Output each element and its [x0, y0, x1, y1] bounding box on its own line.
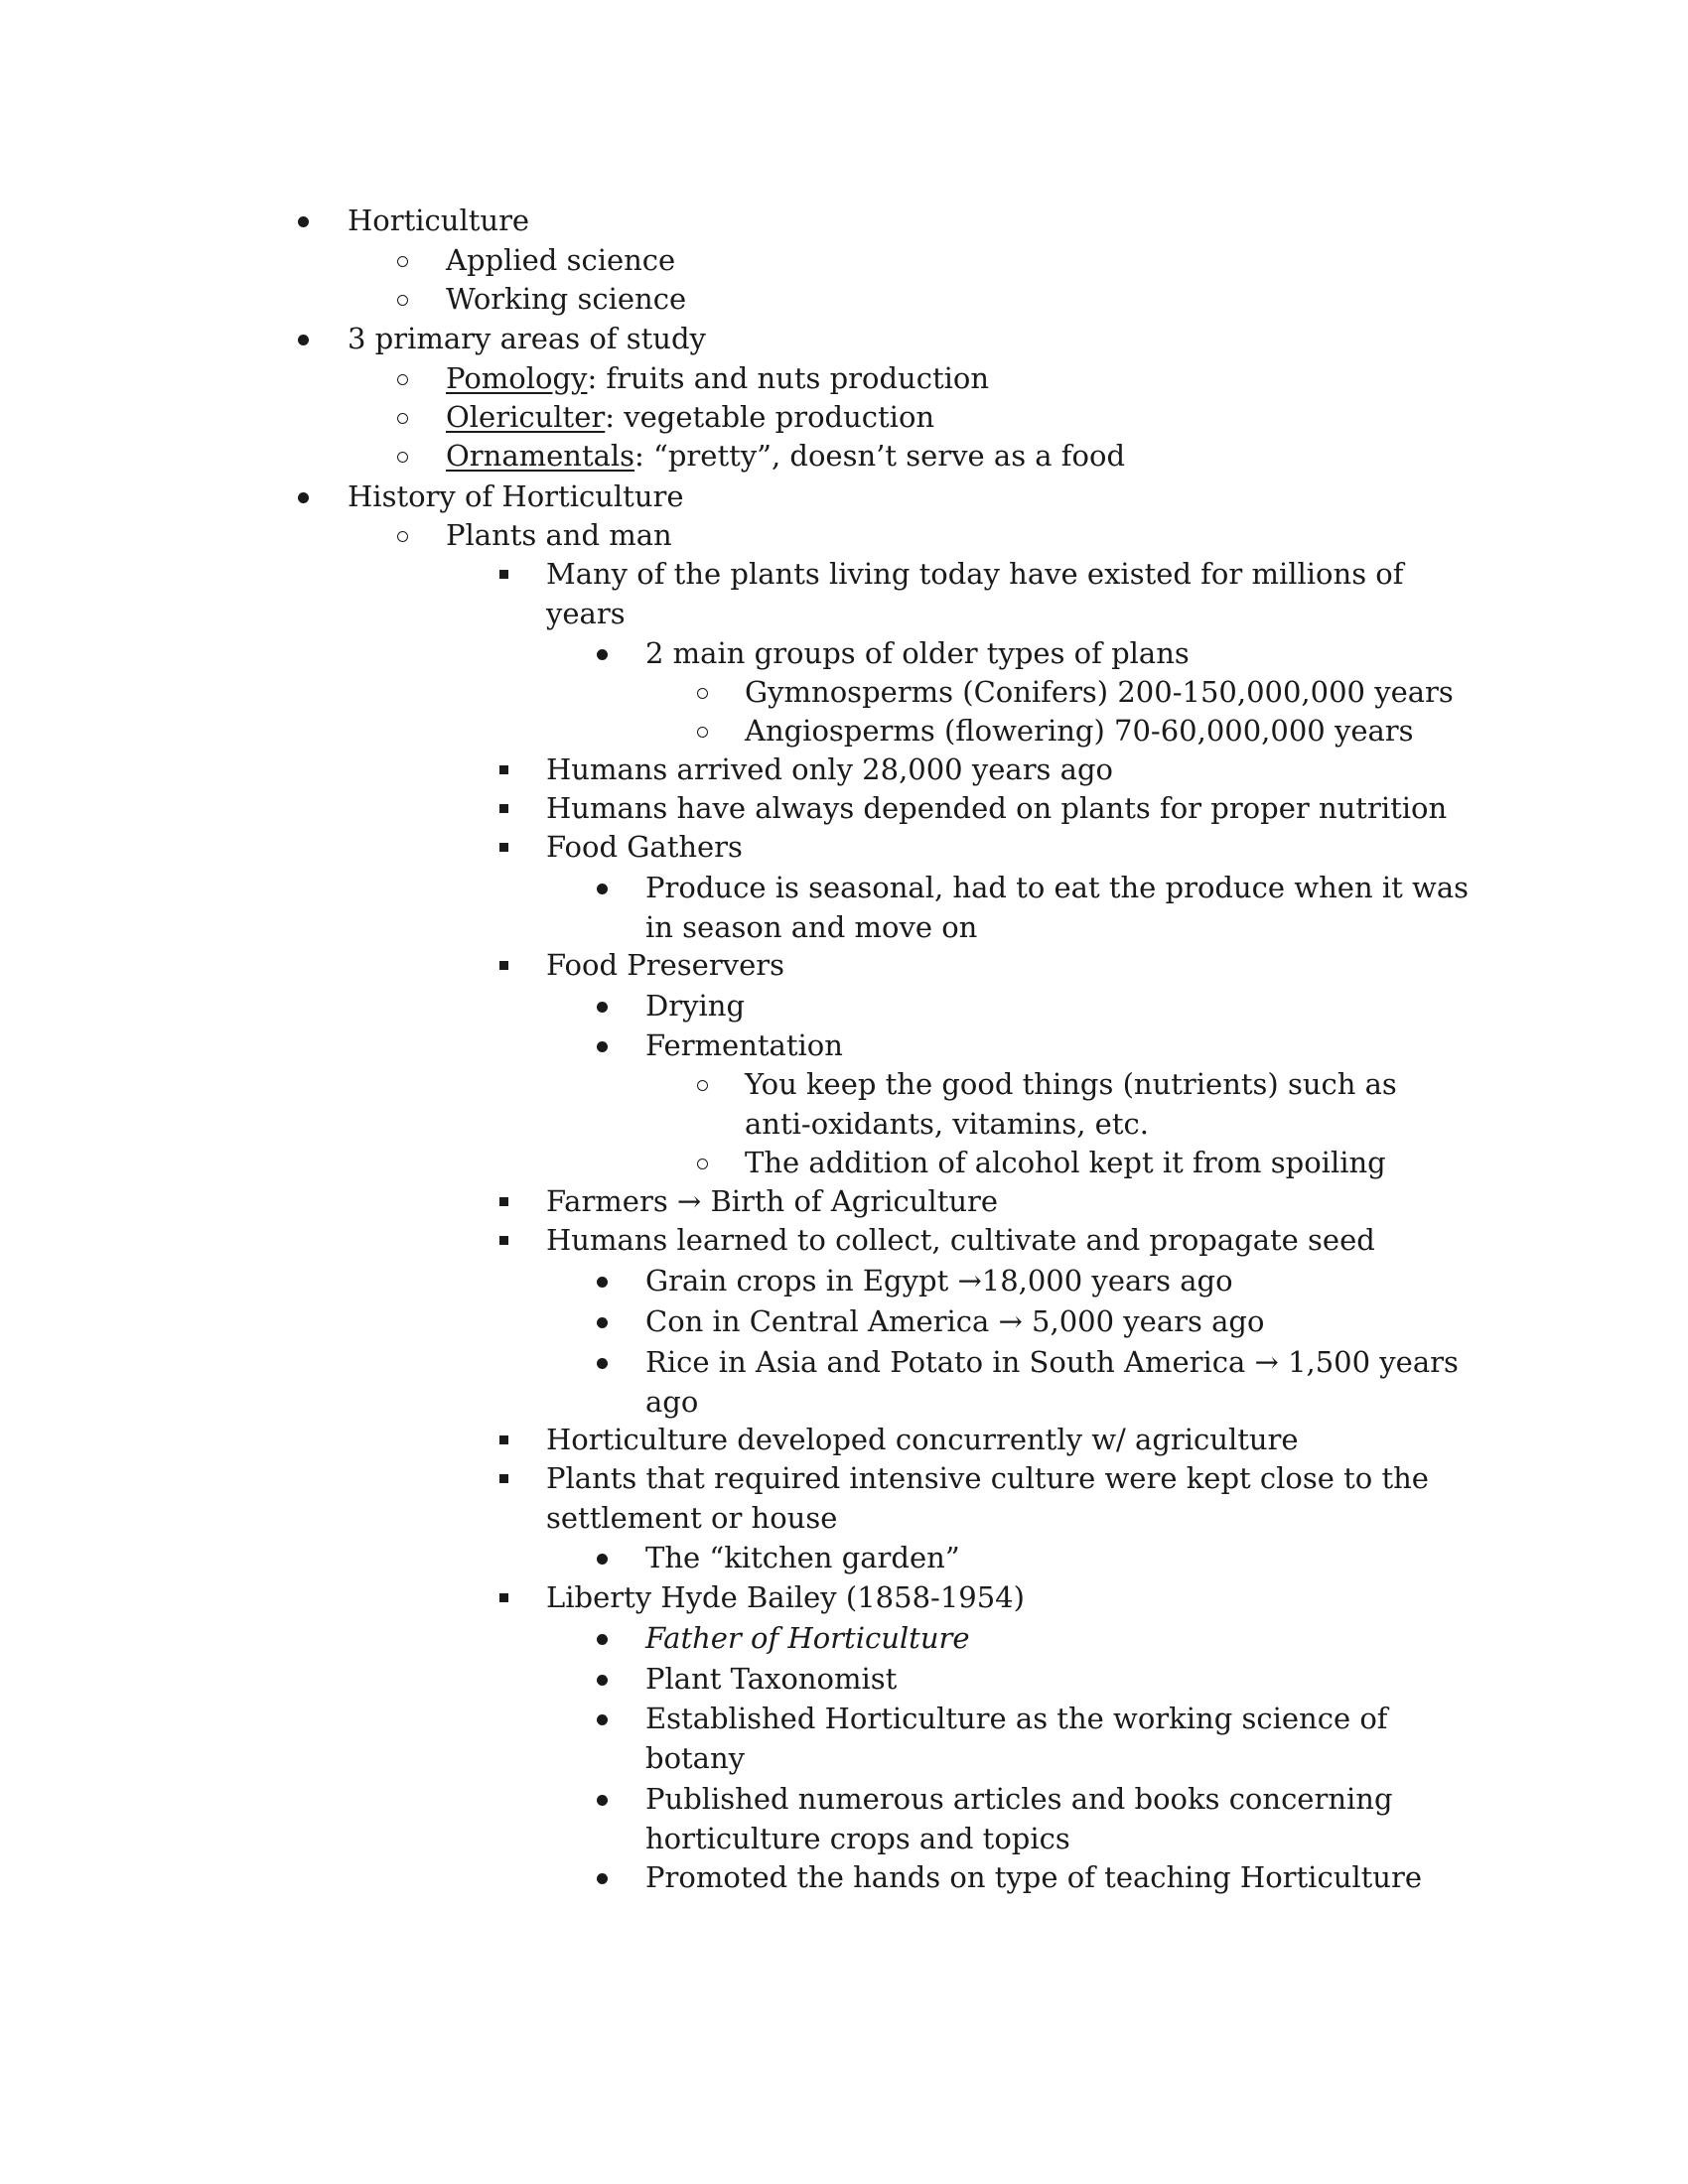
list-item	[645, 1261, 1233, 1300]
square-bullet-icon	[499, 1474, 508, 1483]
bullet-icon	[298, 335, 309, 345]
hollow-bullet-icon	[697, 1080, 708, 1091]
list-item	[546, 827, 743, 867]
item-text-line: ago	[645, 1385, 699, 1419]
item-text: Liberty Hyde Bailey (1858-1954)	[546, 1580, 1025, 1614]
list-item	[546, 1220, 1375, 1260]
item-text: Farmers → Birth of Agriculture	[546, 1184, 999, 1218]
item-text: Gymnosperms (Conifers) 200-150,000,000 years	[745, 675, 1454, 709]
item-text: Promoted the hands on type of teaching Horticulture	[645, 1860, 1423, 1894]
item-text: Working science	[446, 282, 687, 316]
bullet-icon	[597, 1041, 608, 1052]
list-item	[446, 436, 1125, 476]
hollow-bullet-icon	[397, 374, 408, 385]
item-text: Food Preservers	[546, 948, 784, 982]
bullet-icon	[597, 1317, 608, 1328]
item-text: Plants and man	[446, 518, 672, 552]
bullet-icon	[597, 649, 608, 660]
list-item	[546, 1577, 1025, 1617]
list-item	[348, 201, 529, 240]
item-text-line: botany	[645, 1741, 746, 1775]
definition: : “pretty”, doesn’t serve as a food	[634, 439, 1126, 473]
hollow-bullet-icon	[397, 295, 408, 306]
item-text-line: You keep the good things (nutrients) such as	[745, 1067, 1397, 1101]
list-item	[745, 711, 1414, 751]
hollow-bullet-icon	[397, 413, 408, 424]
bullet-icon	[298, 216, 309, 227]
item-text: Plant Taxonomist	[645, 1662, 898, 1696]
list-item	[645, 1538, 960, 1577]
list-item	[645, 986, 745, 1025]
bullet-icon	[597, 884, 608, 894]
list-item	[348, 319, 706, 358]
item-text: Father of Horticulture	[645, 1621, 970, 1655]
list-item	[745, 1064, 1397, 1144]
item-text: Food Gathers	[546, 830, 743, 864]
list-item	[745, 1143, 1386, 1182]
item-text: Applied science	[446, 243, 676, 277]
list-item	[446, 358, 989, 398]
item-text-line: settlement or house	[546, 1501, 838, 1535]
list-item	[645, 1659, 897, 1699]
list-item	[446, 397, 934, 437]
list-item	[546, 1420, 1299, 1459]
item-text: The addition of alcohol kept it from spoiling	[745, 1146, 1386, 1179]
square-bullet-icon	[499, 1593, 508, 1602]
list-item	[645, 1857, 1422, 1897]
square-bullet-icon	[499, 843, 508, 852]
list-item	[348, 477, 684, 516]
list-item	[645, 868, 1469, 947]
item-text: The “kitchen garden”	[645, 1541, 960, 1574]
bullet-icon	[597, 1554, 608, 1565]
item-text-line: Published numerous articles and books concerning	[645, 1782, 1393, 1816]
list-item	[645, 633, 1190, 673]
item-text-line: in season and move on	[645, 910, 978, 944]
item-text: Humans learned to collect, cultivate and propagate seed	[546, 1223, 1375, 1257]
list-item	[645, 1699, 1388, 1778]
item-text	[446, 397, 934, 437]
list-item	[645, 1342, 1459, 1422]
hollow-bullet-icon	[397, 531, 408, 542]
list-item	[446, 240, 675, 280]
item-text	[446, 436, 1125, 476]
definition: : vegetable production	[605, 400, 935, 434]
item-text: 2 main groups of older types of plans	[645, 636, 1190, 670]
list-item	[446, 279, 686, 319]
bullet-icon	[597, 1634, 608, 1645]
bullet-icon	[597, 1002, 608, 1013]
item-text: Fermentation	[645, 1028, 843, 1062]
item-text: Con in Central America → 5,000 years ago	[645, 1304, 1265, 1338]
item-text-line: Many of the plants living today have existed for millions of	[546, 557, 1404, 591]
list-item	[546, 1458, 1429, 1538]
list-item	[446, 515, 672, 555]
list-item	[546, 788, 1447, 828]
item-text: Horticulture	[348, 204, 530, 237]
definition: : fruits and nuts production	[587, 361, 990, 395]
bullet-icon	[597, 1358, 608, 1369]
list-item	[745, 672, 1454, 712]
square-bullet-icon	[499, 570, 508, 579]
bullet-icon	[597, 1873, 608, 1884]
square-bullet-icon	[499, 1197, 508, 1206]
list-item	[546, 945, 784, 985]
bullet-icon	[597, 1714, 608, 1725]
item-text-line: years	[546, 597, 626, 630]
item-text: History of Horticulture	[348, 479, 684, 513]
item-text: Horticulture developed concurrently w/ agriculture	[546, 1423, 1299, 1456]
list-item	[546, 1181, 998, 1221]
item-text-line: Plants that required intensive culture were kept close to the	[546, 1461, 1429, 1495]
term-ornamentals: Ornamentals	[446, 439, 635, 473]
item-text: Drying	[645, 989, 746, 1023]
list-item	[645, 1025, 843, 1065]
item-text-line: horticulture crops and topics	[645, 1822, 1070, 1855]
item-text: Angiosperms (flowering) 70-60,000,000 years	[745, 714, 1414, 748]
item-text: 3 primary areas of study	[348, 322, 706, 355]
item-text: Humans arrived only 28,000 years ago	[546, 752, 1113, 786]
square-bullet-icon	[499, 765, 508, 774]
list-item	[645, 1301, 1264, 1341]
list-item	[546, 554, 1404, 633]
item-text-line: anti-oxidants, vitamins, etc.	[745, 1107, 1149, 1141]
hollow-bullet-icon	[697, 688, 708, 699]
term-olericulter: Olericulter	[446, 400, 606, 434]
item-text	[446, 358, 989, 398]
bullet-icon	[597, 1795, 608, 1806]
square-bullet-icon	[499, 961, 508, 970]
hollow-bullet-icon	[697, 1159, 708, 1169]
hollow-bullet-icon	[697, 727, 708, 738]
hollow-bullet-icon	[397, 256, 408, 267]
list-item	[645, 1618, 970, 1658]
list-item	[546, 750, 1113, 789]
item-text-line: Established Horticulture as the working science of	[645, 1702, 1388, 1735]
bullet-icon	[597, 1277, 608, 1288]
item-text: Humans have always depended on plants for proper nutrition	[546, 791, 1448, 825]
square-bullet-icon	[499, 1435, 508, 1444]
bullet-icon	[298, 492, 309, 503]
list-item	[645, 1779, 1393, 1858]
square-bullet-icon	[499, 804, 508, 813]
item-text-line: Produce is seasonal, had to eat the produce when it was	[645, 871, 1469, 904]
term-pomology: Pomology	[446, 361, 588, 395]
square-bullet-icon	[499, 1236, 508, 1245]
hollow-bullet-icon	[397, 452, 408, 463]
bullet-icon	[597, 1675, 608, 1686]
item-text: Grain crops in Egypt →18,000 years ago	[645, 1264, 1233, 1297]
item-text-line: Rice in Asia and Potato in South America → 1,500 years	[645, 1345, 1459, 1379]
